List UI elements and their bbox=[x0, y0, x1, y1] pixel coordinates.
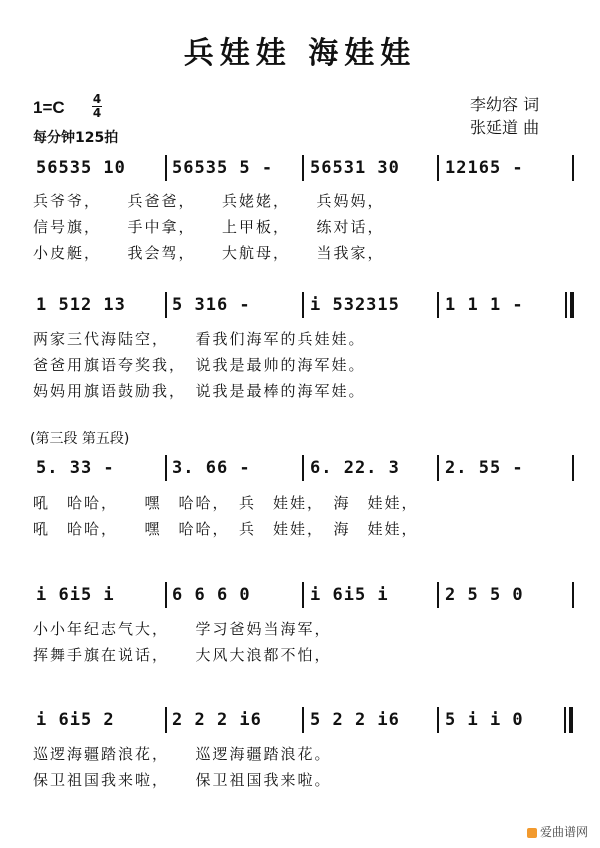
measure: 5. 33 - bbox=[36, 458, 115, 478]
measure: i 6i5 i bbox=[36, 585, 115, 605]
lyric-line: 信号旗， 手中拿， 上甲板， 练对话， bbox=[33, 218, 385, 236]
measure: 56535 10 bbox=[36, 158, 126, 178]
lyric-line: 小小年纪志气大， 学习爸妈当海军， bbox=[33, 620, 332, 638]
measure: 2 2 2 i6 bbox=[172, 710, 262, 730]
final-bar-line bbox=[564, 707, 566, 733]
measure: i 6i5 2 bbox=[36, 710, 115, 730]
measure: 1 512 13 bbox=[36, 295, 126, 315]
measure: 2 5 5 0 bbox=[445, 585, 524, 605]
bar-line bbox=[572, 455, 574, 481]
bar-line bbox=[302, 707, 304, 733]
watermark-text: 爱曲谱网 bbox=[539, 825, 588, 839]
lyric-line: 小皮艇， 我会驾， 大航母， 当我家， bbox=[33, 244, 385, 262]
measure: 1 1 1 - bbox=[445, 295, 524, 315]
bar-line bbox=[437, 455, 439, 481]
measure: 12165 - bbox=[445, 158, 524, 178]
measure: i 532315 bbox=[310, 295, 400, 315]
lyric-line: 妈妈用旗语鼓励我， 说我是最棒的海军娃。 bbox=[33, 382, 366, 400]
lyric-line: 兵爷爷， 兵爸爸， 兵姥姥， 兵妈妈， bbox=[33, 192, 385, 210]
lyric-line: 爸爸用旗语夸奖我， 说我是最帅的海军娃。 bbox=[33, 356, 366, 374]
bar-line bbox=[302, 292, 304, 318]
composer-credit: 张延道 曲 bbox=[470, 118, 540, 137]
bar-line bbox=[165, 707, 167, 733]
lyric-line: 挥舞手旗在说话， 大风大浪都不怕， bbox=[33, 646, 332, 664]
time-signature bbox=[92, 93, 102, 120]
measure: i 6i5 i bbox=[310, 585, 389, 605]
time-signature-bottom: 4 bbox=[92, 106, 102, 120]
bar-line bbox=[437, 155, 439, 181]
measure: 6 6 6 0 bbox=[172, 585, 251, 605]
tempo-marking: 每分钟125拍 bbox=[33, 130, 119, 146]
section-note: (第三段 第五段) bbox=[30, 431, 130, 447]
measure: 5 i i 0 bbox=[445, 710, 524, 730]
music-note-icon bbox=[527, 828, 537, 838]
bar-line bbox=[165, 582, 167, 608]
bar-line bbox=[302, 455, 304, 481]
bar-line bbox=[572, 155, 574, 181]
measure: 56535 5 - bbox=[172, 158, 274, 178]
measure: 2. 55 - bbox=[445, 458, 524, 478]
repeat-bar-line-thick bbox=[570, 292, 574, 318]
bar-line bbox=[165, 455, 167, 481]
final-bar-line-thick bbox=[569, 707, 573, 733]
lyric-line: 保卫祖国我来啦， 保卫祖国我来啦。 bbox=[33, 771, 332, 789]
page-title: 兵娃娃 海娃娃 bbox=[183, 36, 417, 71]
measure: 5 2 2 i6 bbox=[310, 710, 400, 730]
bar-line bbox=[572, 582, 574, 608]
bar-line bbox=[165, 155, 167, 181]
bar-line bbox=[437, 582, 439, 608]
lyric-line: 巡逻海疆踏浪花， 巡逻海疆踏浪花。 bbox=[33, 745, 332, 763]
measure: 3. 66 - bbox=[172, 458, 251, 478]
bar-line bbox=[165, 292, 167, 318]
site-watermark bbox=[527, 823, 588, 840]
bar-line bbox=[437, 707, 439, 733]
bar-line bbox=[302, 582, 304, 608]
lyricist-credit: 李幼容 词 bbox=[470, 95, 540, 114]
measure: 5 316 - bbox=[172, 295, 251, 315]
repeat-bar-line bbox=[565, 292, 567, 318]
lyric-line: 吼 哈哈， 嘿 哈哈， 兵 娃娃， 海 娃娃， bbox=[33, 494, 419, 512]
key-signature: 1=C bbox=[33, 98, 65, 117]
measure: 6. 22. 3 bbox=[310, 458, 400, 478]
measure: 56531 30 bbox=[310, 158, 400, 178]
bar-line bbox=[302, 155, 304, 181]
bar-line bbox=[437, 292, 439, 318]
lyric-line: 吼 哈哈， 嘿 哈哈， 兵 娃娃， 海 娃娃， bbox=[33, 520, 419, 538]
time-signature-top: 4 bbox=[92, 92, 102, 106]
lyric-line: 两家三代海陆空， 看我们海军的兵娃娃。 bbox=[33, 330, 366, 348]
